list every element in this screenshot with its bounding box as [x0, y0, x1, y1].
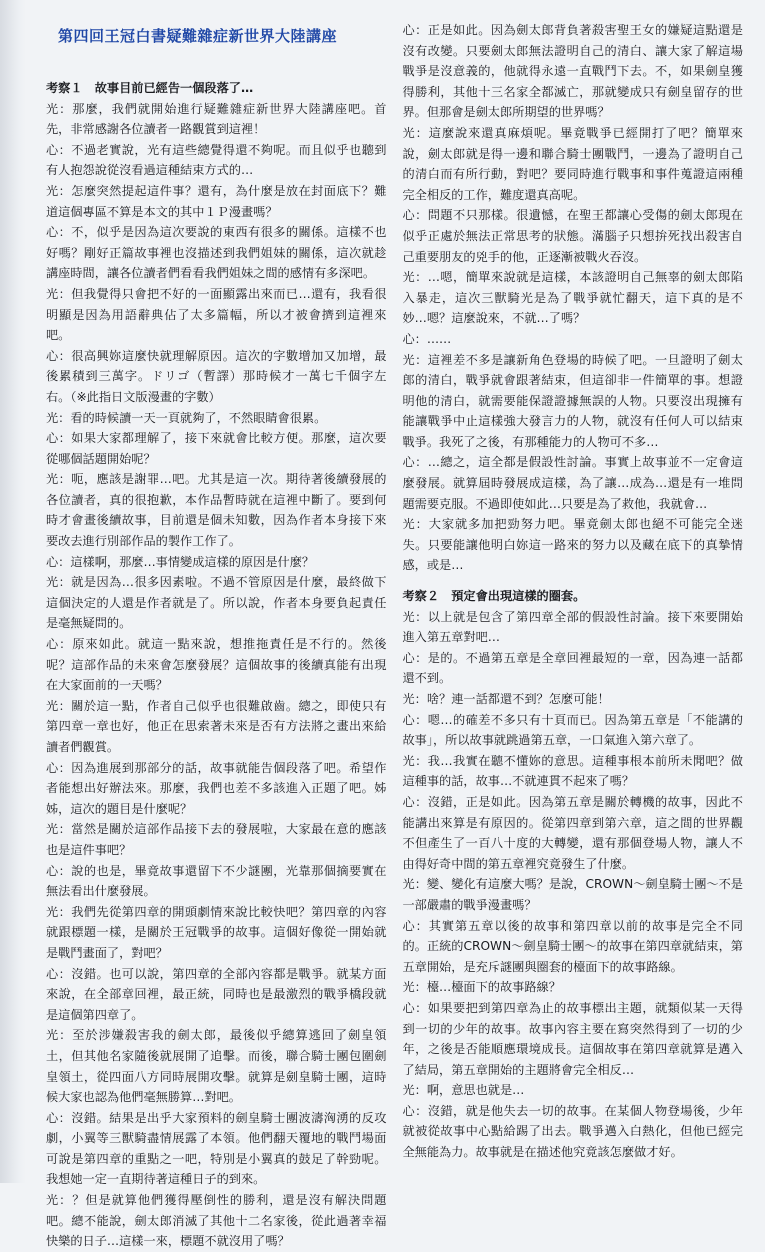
left-column	[46, 20, 387, 1249]
left-column-text	[46, 78, 387, 1252]
dialogue-paragraph: 心：正是如此。因為劍太郎背負著殺害聖王女的嫌疑這點還是沒有改變。只要劍太郎無法證明自己的清白、讓大家了解這場戰爭是沒意義的，他就得永遠一直戰鬥下去。不，如果劍皇獲得勝利，其他十三名家全都滅亡，那就變成只有劍皇留存的世界。但那會是劍太郎所期望的世界嗎？	[402, 23, 743, 120]
binding-shadow	[0, 0, 26, 1183]
dialogue-paragraph: 光：那麼，我們就開始進行疑難雜症新世界大陸講座吧。首先，非常感謝各位讀者一路觀賞到這裡！	[46, 101, 387, 137]
dialogue-paragraph: 光：呃，應該是謝罪…吧。尤其是這一次。期待著後續發展的各位讀者，真的很抱歉，本作品暫時就在這裡中斷了。要到何時才會畫後續故事，目前還是個未知數，因為作者本身接下來要改去進行別部作品的製作工作了。	[46, 472, 387, 549]
dialogue-paragraph: 心：……	[402, 331, 452, 346]
dialogue-paragraph: 心：因為進展到那部分的話，故事就能告個段落了吧。希望作者能想出好辦法來。那麼，我們也差不多該進入正題了吧。姊姊，這次的題目是什麼呢？	[46, 760, 387, 816]
dialogue-paragraph: 光：？但是就算他們獲得壓倒性的勝利，還是沒有解決問題吧。總不能說，劍太郎消滅了其他十二名家後，從此過著幸福快樂的日子…這樣一來，標題不就沒用了嗎？	[46, 1193, 387, 1249]
dialogue-paragraph: 心：是的。不過第五章是全章回裡最短的一章，因為連一話都還不到。	[402, 650, 743, 686]
dialogue-paragraph: 心：沒錯，就是他失去一切的故事。在某個人物登場後，少年就被從故事中心點給踢了出去。戰爭邁入白熱化，但他已經完全無能為力。故事就是在描述他究竟該怎麼做才好。	[402, 1103, 743, 1160]
dialogue-paragraph: 心：其實第五章以後的故事和第四章以前的故事是完全不同的。正統的CROWN〜劍皇騎士團〜的故事在第四章就結束，第五章開始，是充斥謎團與圈套的檯面下的故事路線。	[402, 918, 743, 974]
dialogue-paragraph: 心：…總之，這全都是假設性討論。事實上故事並不一定會這麼發展。就算屆時發展成這樣，為了讓…成為…還是有一堆問題需要克服。不過即使如此…只要是為了救他，我就會…	[402, 455, 743, 511]
dialogue-paragraph: 心：很高興妳這麼快就理解原因。這次的字數增加又加增，最後累積到三萬字。ドリゴ（暫譯）那時候才一萬七千個字左右。（※此指日文版漫畫的字數）	[46, 348, 387, 404]
dialogue-paragraph: 心：問題不只那樣。很遺憾，在聖王都讓心受傷的劍太郎現在似乎正處於無法正常思考的狀態。滿腦子只想拚死找出殺害自己重要朋友的兇手的他，正逐漸被戰火吞沒。	[402, 208, 743, 264]
dialogue-paragraph: 心：這樣啊，那麼…事情變成這樣的原因是什麼？	[46, 554, 315, 569]
dialogue-paragraph: 光：我…我實在聽不懂妳的意思。這種事根本前所未聞吧？做這種事的話，故事…不就連貫不起來了嗎？	[402, 753, 743, 789]
dialogue-paragraph: 光：我們先從第四章的開頭劇情來說比較快吧？第四章的內容就跟標題一樣，是關於王冠戰爭的故事。這個好像從一開始就是戰鬥畫面了，對吧？	[46, 904, 387, 960]
dialogue-paragraph: 光：看的時候讀一天一頁就夠了，不然眼睛會很累。	[46, 410, 327, 425]
right-column-text	[403, 20, 744, 1163]
dialogue-paragraph: 光：就是因為…很多因素啦。不過不管原因是什麼，最終做下這個決定的人還是作者就是了。所以說，作者本身要負起責任是毫無疑問的。	[46, 575, 387, 631]
dialogue-paragraph: 光：大家就多加把勁努力吧。畢竟劍太郎也絕不可能完全迷失。只要能讓他明白妳這一路來的努力以及藏在底下的真摯情感，或是…	[402, 517, 743, 573]
dialogue-paragraph: 光：關於這一點，作者自己似乎也很難啟齒。總之，即使只有第四章一章也好，他正在思索著未來是否有方法將之畫出來給讀者們觀賞。	[46, 698, 387, 754]
dialogue-paragraph: 光：檯…檯面下的故事路線？	[402, 980, 561, 995]
dialogue-paragraph: 心：沒錯。結果是出乎大家預料的劍皇騎士團波濤洶湧的反攻劇，小翼等三獸騎盡情展露了本領。他們翻天覆地的戰鬥場面可說是第四章的重點之一吧，特別是小翼真的鼓足了幹勁呢。我想她一定一直期待著這種日子的到來。	[46, 1110, 387, 1187]
dialogue-paragraph: 心：不，似乎是因為這次要說的東西有很多的關係。這樣不也好嗎？剛好正篇故事裡也沒描述到我們姐妹的關係，這次就趁講座時間，讓各位讀者們看看我們姐妹之間的感情有多深吧。	[46, 225, 387, 281]
dialogue-paragraph: 心：如果要把到第四章為止的故事標出主題，就類似某一天得到一切的少年的故事。故事內容主要在寫突然得到了一切的少年，之後是否能順應環境成長。這個故事在第四章就算是邁入了結局，第五章開始的主題將會完全相反…	[402, 1000, 743, 1077]
section-heading: 考察１ 故事目前已經告一個段落了…	[46, 81, 254, 95]
dialogue-paragraph: 光：這麼說來還真麻煩呢。畢竟戰爭已經開打了吧？簡單來說，劍太郎就是得一邊和聯合騎士團戰鬥，一邊為了證明自己的清白而有所行動，對吧？要同時進行戰事和事件蒐證這兩種完全相反的工作，難度還真高呢。	[402, 125, 743, 202]
dialogue-paragraph: 心：如果大家都理解了，接下來就會比較方便。那麼，這次要從哪個話題開始呢？	[46, 431, 387, 466]
dialogue-paragraph: 光：至於涉嫌殺害我的劍太郎，最後似乎總算逃回了劍皇領土，但其他名家隨後就展開了追擊。而後，聯合騎士團包圍劍皇領土，從四面八方同時展開攻擊。就算是劍皇騎士團，這時候大家也認為他們毫無勝算…對吧。	[46, 1028, 387, 1105]
dialogue-paragraph: 光：以上就是包含了第四章全部的假設性討論。接下來要開始進入第五章對吧…	[402, 609, 743, 645]
dialogue-paragraph: 心：不過老實說，光有這些總覺得還不夠呢。而且似乎也聽到有人抱怨說從沒看過這種結束方式的…	[46, 142, 387, 178]
dialogue-paragraph: 心：原來如此。就這一點來說，想推拖責任是不行的。然後呢？這部作品的未來會怎麼發展？這個故事的後續真能有出現在大家面前的一天嗎？	[46, 637, 387, 693]
section-heading: 考察２ 預定會出現這樣的圈套。	[402, 589, 586, 604]
dialogue-paragraph: 光：怎麼突然提起這件事？還有，為什麼是放在封面底下？難道這個專區不算是本文的其中１Ｐ漫畫嗎？	[46, 183, 387, 219]
dialogue-paragraph: 光：變、變化有這麼大嗎？是說，CROWN〜劍皇騎士團〜不是一部嚴肅的戰爭漫畫嗎？	[402, 877, 743, 912]
section-gap	[403, 576, 744, 586]
dialogue-paragraph: 光：…嗯，簡單來說就是這樣，本該證明自己無辜的劍太郎陷入暴走，這次三獸騎光是為了戰爭就忙翻天，這下真的是不妙…嗯？這麼說來，不就…了嗎？	[402, 270, 743, 326]
dialogue-paragraph: 光：當然是關於這部作品接下去的發展啦，大家最在意的應該也是這件事吧？	[46, 822, 387, 857]
dialogue-paragraph: 心：沒錯，正是如此。因為第五章是關於轉機的故事，因此不能講出來算是有原因的。從第四章到第六章，這之間的世界觀不但產生了一百八十度的大轉變，還有那個登場人物，讓人不由得好奇中間的第五章裡究竟發生了什麼。	[402, 794, 743, 871]
dialogue-paragraph: 心：說的也是，畢竟故事還留下不少謎團，光靠那個摘要實在無法看出什麼發展。	[46, 863, 387, 899]
dialogue-paragraph: 光：啥？連一話都還不到？怎麼可能！	[402, 692, 610, 706]
dialogue-paragraph: 心：嗯…的確差不多只有十頁而已。因為第五章是「不能講的故事」，所以故事就跳過第五章，一口氣進入第六章了。	[402, 712, 743, 748]
dialogue-paragraph: 光：這裡差不多是讓新角色登場的時候了吧。一旦證明了劍太郎的清白，戰爭就會跟著結束，但這卻非一件簡單的事。想證明他的清白，就需要能保證證據無誤的人物。只要沒出現擁有能讓戰爭中止這樣強大發言力的人物，就沒有任何人可以結束戰爭。我死了之後，有那種能力的人物可不多…	[402, 352, 743, 449]
dialogue-paragraph: 光：但我覺得只會把不好的一面顯露出來而已…還有，我看很明顯是因為用語辭典佔了太多篇幅，所以才被會擠到這裡來吧。	[46, 286, 387, 343]
page-title: 第四回王冠白書疑難雜症新世界大陸講座	[58, 27, 338, 45]
dialogue-paragraph: 光：啊，意思也就是…	[402, 1083, 525, 1098]
right-column	[403, 20, 744, 1171]
dialogue-paragraph: 心：沒錯。也可以說，第四章的全部內容都是戰爭。就某方面來說，在全部章回裡，最正統，同時也是最激烈的戰爭橋段就是這個第四章了。	[46, 966, 387, 1022]
